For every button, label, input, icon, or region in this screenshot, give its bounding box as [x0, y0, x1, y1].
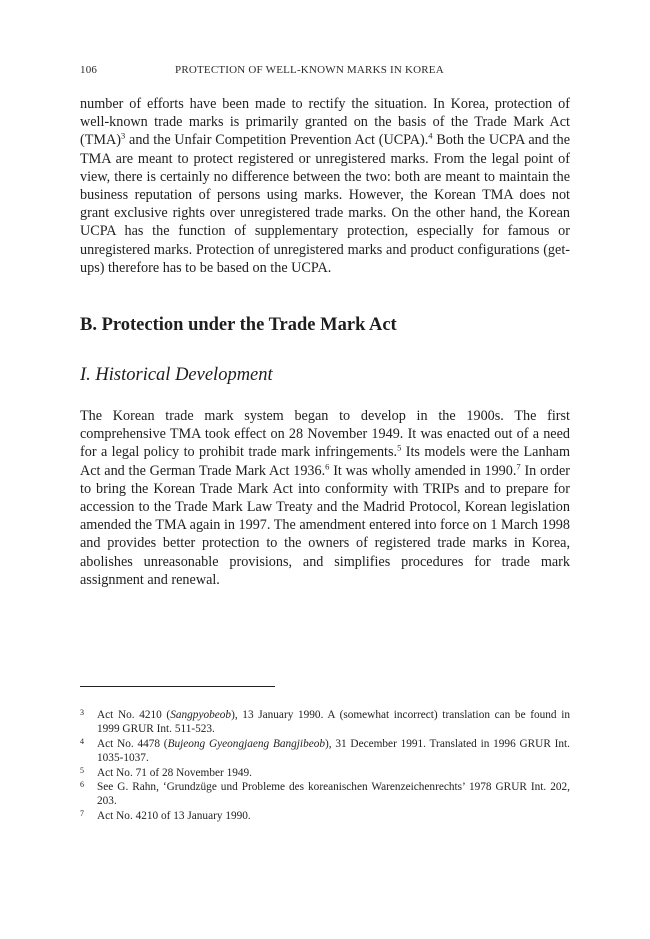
intro-text-2: and the Unfair Competition Prevention Act (UCPA).	[125, 132, 429, 149]
intro-text-1: number of efforts have been made to rectify the situation. In Korea, protection of well-known trade marks is primarily granted on the basis of the Trade Mark Act (TMA)	[80, 96, 570, 149]
footnote	[80, 809, 570, 823]
footnote-mark: 3	[80, 708, 84, 717]
intro-paragraph	[80, 95, 570, 277]
footnote-text-part: Act No. 4210 (	[97, 709, 171, 721]
history-text-3: It was wholly amended in 1990.	[329, 462, 517, 479]
footnote-text-part: Act No. 71 of 28 November 1949.	[97, 766, 252, 779]
footnote	[80, 737, 570, 766]
footnote-ref-5[interactable]: 5	[397, 442, 402, 453]
footnote-italic-title: Bujeong Gyeongjaeng Bangjibeob	[167, 737, 326, 750]
section-heading: B. Protection under the Trade Mark Act	[80, 315, 397, 336]
footnote-ref-6[interactable]: 6	[325, 460, 330, 471]
footnote-text	[97, 708, 570, 737]
footnote-text	[97, 766, 570, 780]
footnote-text-part: ), 13 January 1990. A (somewhat incorrect) translation can be found in 1999 GRUR Int. 511-523.	[97, 709, 570, 736]
footnote-ref-4[interactable]: 4	[428, 130, 433, 141]
footnote-text	[97, 737, 570, 766]
footnote	[80, 766, 570, 780]
page-number: 106	[80, 64, 98, 76]
footnote-mark: 5	[80, 765, 84, 775]
history-text-2: Its models were the Lanham Act and the German Trade Mark Act 1936.	[80, 444, 570, 479]
running-head	[80, 64, 570, 79]
footnote-italic-title: Sangpyobeob	[170, 709, 232, 721]
footnote-ref-7[interactable]: 7	[516, 460, 521, 471]
page-body	[80, 64, 570, 589]
subsection-heading: I. Historical Development	[80, 365, 273, 386]
footnote-text	[97, 809, 570, 823]
footnote-text-part: Act No. 4210 of 13 January 1990.	[97, 809, 251, 822]
history-text-1: The Korean trade mark system began to develop in the 1900s. The first comprehensive TMA took effect on 28 November 1949. It was enacted out of a need for a legal policy to prohibit trade mark infringements.	[80, 408, 570, 461]
footnote-mark: 7	[80, 808, 84, 818]
footnote-mark: 6	[80, 780, 84, 790]
running-head-title: PROTECTION OF WELL-KNOWN MARKS IN KOREA	[175, 64, 444, 76]
footnotes	[80, 708, 570, 823]
footnote-text-part: See G. Rahn, ‘Grundzüge und Probleme des koreanischen Warenzeichenrechts’ 1978 GRUR Int. 202, 203.	[97, 781, 570, 808]
footnote	[80, 708, 570, 737]
footnote-text	[97, 780, 570, 809]
footnote-text-part: ), 31 December 1991. Translated in 1996 GRUR Int. 1035-1037.	[97, 737, 570, 765]
footnote-text-part: Act No. 4478 (	[97, 737, 168, 750]
history-paragraph	[80, 407, 570, 589]
footnote-divider	[80, 686, 275, 687]
history-text-4: In order to bring the Korean Trade Mark Act into conformity with TRIPs and to prepare for accession to the Trade Mark Law Treaty and the Madrid Protocol, Korean legislation amended the TMA again in 1997. The amendment entered into force on 1 March 1998 and provides better protection to the owners of registered trade marks in Korea, abolishes unreasonable provisions, and simplifies procedures for trade mark assignment and renewal.	[80, 462, 570, 588]
footnote-ref-3[interactable]: 3	[120, 130, 126, 141]
footnote	[80, 780, 570, 809]
footnote-mark: 4	[80, 736, 84, 746]
intro-text-3: Both the UCPA and the TMA are meant to protect registered or unregistered marks. From the legal point of view, there is certainly no difference between the two: both are meant to maintain the business reputation of persons using marks. However, the Korean TMA does not grant exclusive rights over unregistered trade marks. On the other hand, the Korean UCPA has the function of supplementary protection, especially for famous or unregistered marks. Protection of unregistered marks and product configurations (get-ups) therefore has to be based on the UCPA.	[80, 132, 570, 276]
